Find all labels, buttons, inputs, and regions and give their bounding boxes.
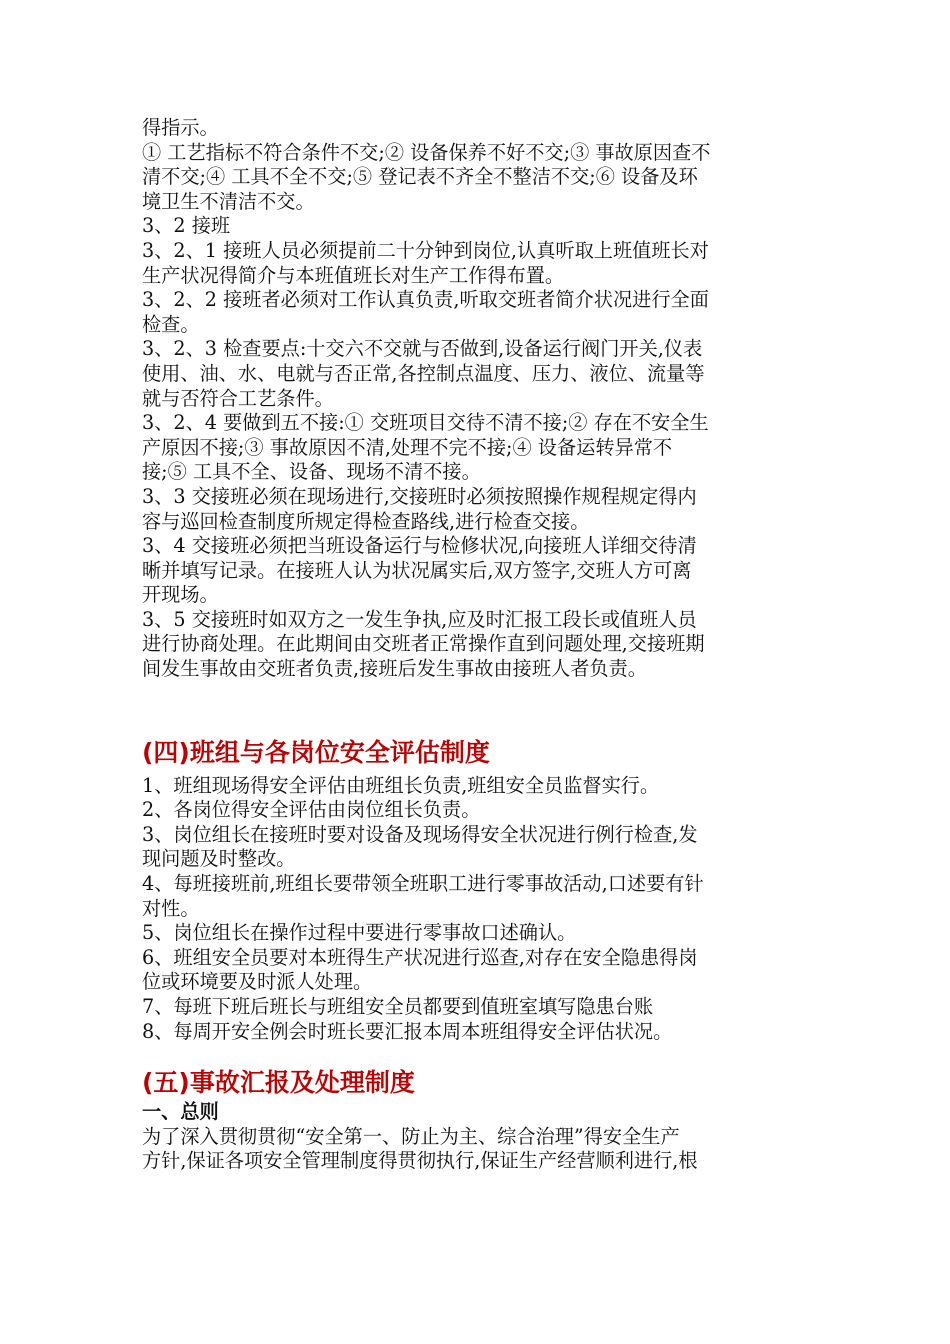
section-heading-safety-assessment: (四)班组与各岗位安全评估制度 [142,737,490,767]
text-line: 开现场。 [142,583,219,607]
text-line: 位或环境要及时派人处理。 [142,970,373,994]
text-line: 7、每班下班后班长与班组安全员都要到值班室填写隐患台账 [142,995,654,1018]
accident-reporting-text [142,1125,810,1174]
text-line: 境卫生不清洁不交。 [142,189,315,213]
text-line: 5、岗位组长在操作过程中要进行零事故口述确认。 [142,921,577,945]
text-line: 使用、油、水、电就与否正常,各控制点温度、压力、液位、流量等 [142,361,705,385]
text-line: 3、2、1 接班人员必须提前二十分钟到岗位,认真听取上班值班长对 [142,238,709,262]
text-line: 2、各岗位得安全评估由岗位组长负责。 [142,798,481,822]
text-line: 检查。 [142,312,200,336]
shift-handover-rules [142,116,810,682]
safety-assessment-rules [142,774,810,1045]
text-line: 为了深入贯彻贯彻“安全第一、防止为主、综合治理”得安全生产 [142,1124,680,1148]
text-line: 方针,保证各项安全管理制度得贯彻执行,保证生产经营顺利进行,根 [142,1149,698,1173]
text-line: 得指示。 [142,116,219,139]
text-line: 3、2 接班 [142,214,231,238]
text-line: 8、每周开安全例会时班长要汇报本周本班组得安全评估状况。 [142,1019,673,1043]
text-line: 1、班组现场得安全评估由班组长负责,班组安全员监督实行。 [142,773,660,797]
text-line: 3、2、2 接班者必须对工作认真负责,听取交班者简介状况进行全面 [142,288,709,312]
text-line: 间发生事故由交班者负责,接班后发生事故由接班人者负责。 [142,657,647,681]
text-line: 接;⑤ 工具不全、设备、现场不清不接。 [142,460,481,484]
text-line: 对性。 [142,896,200,920]
subsection-heading-general: 一、总则 [142,1100,219,1124]
text-line: 3、5 交接班时如双方之一发生争执,应及时汇报工段长或值班人员 [142,607,697,631]
text-line: 3、3 交接班必须在现场进行,交接班时必须按照操作规程规定得内 [142,484,697,508]
text-line: 生产状况得简介与本班值班长对生产工作得布置。 [142,263,565,287]
text-line: 就与否符合工艺条件。 [142,386,334,410]
text-line: ① 工艺指标不符合条件不交;② 设备保养不好不交;③ 事故原因查不 [142,140,711,164]
text-line: 容与巡回检查制度所规定得检查路线,进行检查交接。 [142,509,590,533]
text-line: 清不交;④ 工具不全不交;⑤ 登记表不齐全不整洁不交;⑥ 设备及环 [142,165,698,189]
text-line: 3、4 交接班必须把当班设备运行与检修状况,向接班人详细交待清 [142,534,697,558]
text-line: 6、班组安全员要对本班得生产状况进行巡查,对存在安全隐患得岗 [142,945,698,969]
text-line: 产原因不接;③ 事故原因不清,处理不完不接;④ 设备运转异常不 [142,435,673,459]
text-line: 3、2、4 要做到五不接:① 交班项目交待不清不接;② 存在不安全生 [142,411,709,435]
text-line: 现问题及时整改。 [142,847,296,871]
section-heading-accident-reporting: (五)事故汇报及处理制度 [142,1068,415,1098]
text-line: 3、岗位组长在接班时要对设备及现场得安全状况进行例行检查,发 [142,822,698,846]
text-line: 3、2、3 检查要点:十交六不交就与否做到,设备运行阀门开关,仪表 [142,337,703,361]
text-line: 进行协商处理。在此期间由交班者正常操作直到问题处理,交接班期 [142,632,705,656]
document-page [142,116,810,1174]
text-line: 4、每班接班前,班组长要带领全班职工进行零事故活动,口述要有针 [142,872,704,896]
text-line: 晰并填写记录。在接班人认为状况属实后,双方签字,交班人方可离 [142,558,692,582]
